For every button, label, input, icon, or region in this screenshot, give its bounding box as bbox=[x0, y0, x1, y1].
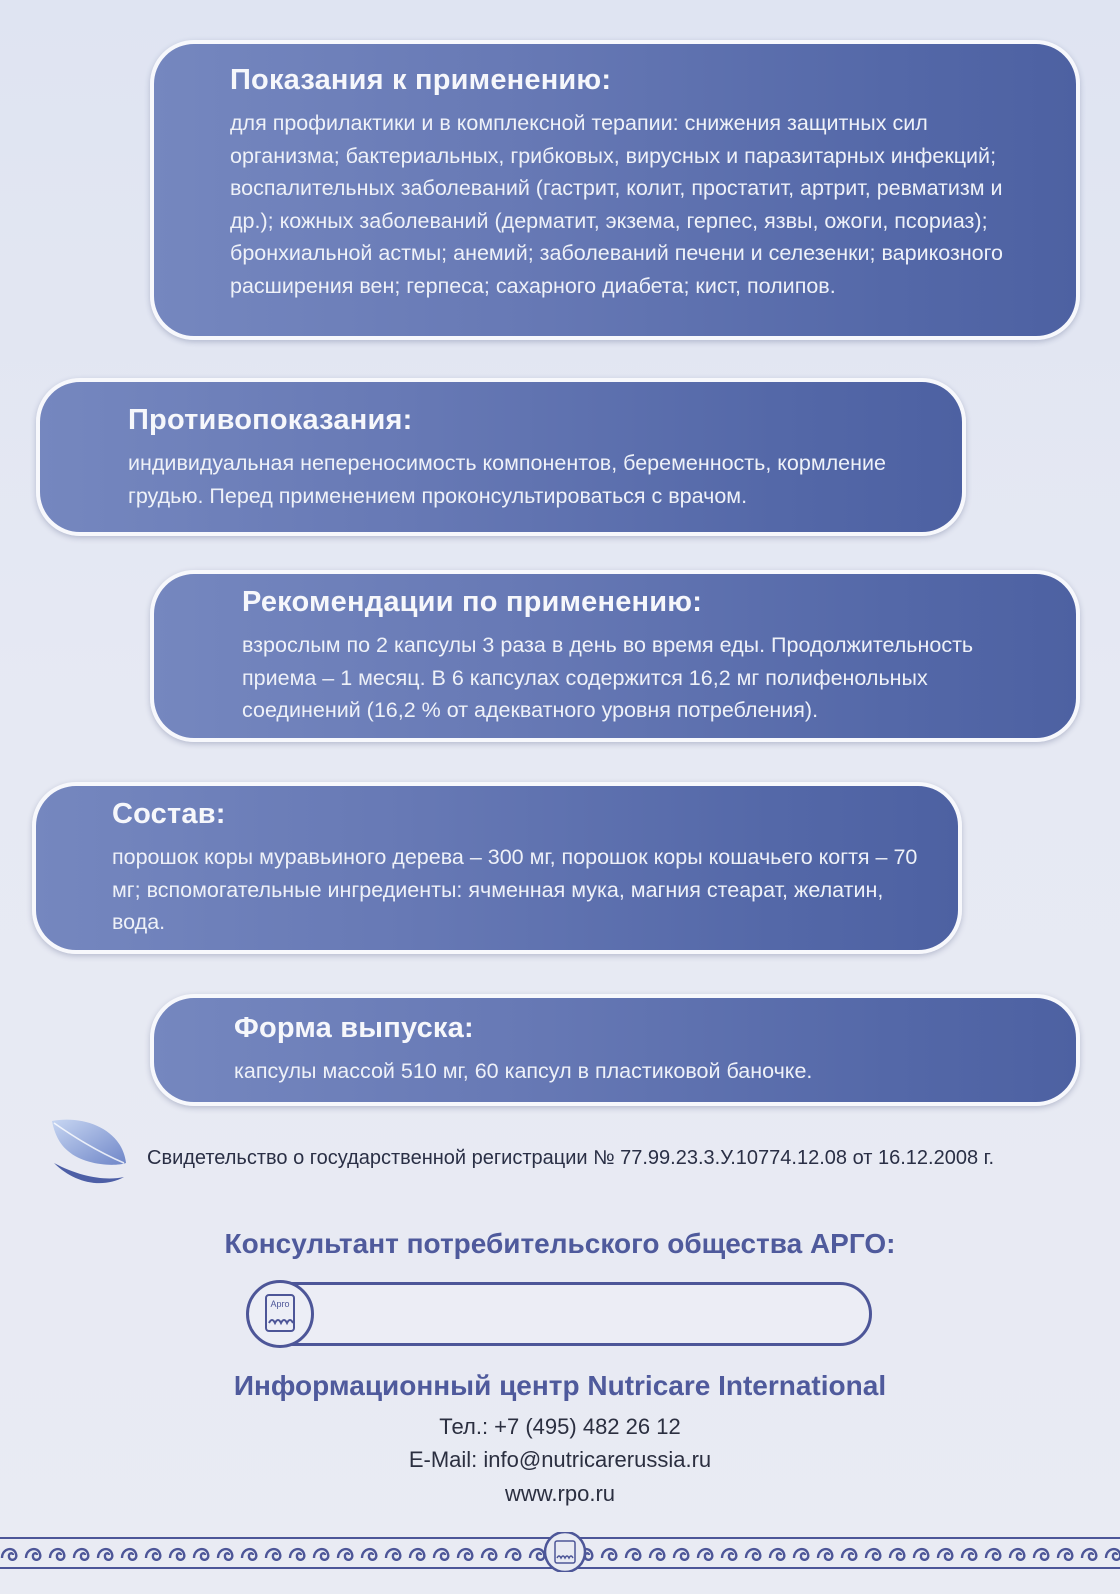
release-form-text: капсулы массой 510 мг, 60 капсул в пластиковой баночке. bbox=[234, 1059, 813, 1083]
release-form-title: Форма выпуска: bbox=[234, 1012, 474, 1044]
registration-row bbox=[44, 1115, 1104, 1205]
website-link[interactable]: www.rpo.ru bbox=[504, 1481, 616, 1506]
composition-title: Состав: bbox=[112, 798, 226, 830]
indications-text: для профилактики и в комплексной терапии: снижения защитных сил организма; бактериальных, грибковых, вирусных и паразитарных инфекций; воспалительных заболеваний (гастрит, колит, простатит, артрит, ревматизм и др.); кожных заболеваний (дерматит, экзема, герпес, язвы, ожоги, псориаз); бронхиальной астмы; анемий; заболеваний печени и селезенки; варикозного расширения вен; герпеса; сахарного диабета; кист, полипов. bbox=[230, 111, 1003, 298]
email-address[interactable]: E-Mail: info@nutricarerussia.ru bbox=[408, 1447, 712, 1472]
argo-logo-icon bbox=[249, 1283, 311, 1345]
recommendations-card bbox=[150, 570, 1080, 742]
contraindications-card bbox=[36, 378, 966, 536]
indications-card bbox=[150, 40, 1080, 340]
composition-card bbox=[32, 782, 962, 954]
recommendations-title: Рекомендации по применению: bbox=[242, 586, 703, 618]
argo-badge-label: Арго bbox=[270, 1299, 290, 1309]
consultant-field bbox=[248, 1282, 872, 1346]
argo-logo bbox=[246, 1280, 314, 1348]
registration-text: Свидетельство о государственной регистрации № 77.99.23.3.У.10774.12.08 от 16.12.2008 г. bbox=[147, 1147, 995, 1169]
phone-number: Тел.: +7 (495) 482 26 12 bbox=[439, 1414, 681, 1439]
contraindications-text: индивидуальная непереносимость компонентов, беременность, кормление грудью. Перед применением проконсультироваться с врачом. bbox=[128, 451, 886, 508]
composition-text: порошок коры муравьиного дерева – 300 мг, порошок коры кошачьего когтя – 70 мг; вспомогательные ингредиенты: ячменная мука, магния стеарат, желатин, вода. bbox=[112, 845, 918, 934]
indications-title: Показания к применению: bbox=[230, 64, 612, 96]
release-form-card bbox=[150, 994, 1080, 1106]
contraindications-title: Противопоказания: bbox=[128, 404, 413, 436]
decorative-wave-border bbox=[0, 1532, 1120, 1572]
leaf-icon bbox=[44, 1115, 136, 1195]
recommendations-text: взрослым по 2 капсулы 3 раза в день во время еды. Продолжительность приема – 1 месяц. В 6 капсулах содержится 16,2 мг полифенольных соединений (16,2 % от адекватного уровня потребления). bbox=[242, 633, 974, 722]
info-center-title: Информационный центр Nutricare International bbox=[233, 1370, 887, 1401]
consultant-title: Консультант потребительского общества АРГО: bbox=[224, 1228, 896, 1259]
